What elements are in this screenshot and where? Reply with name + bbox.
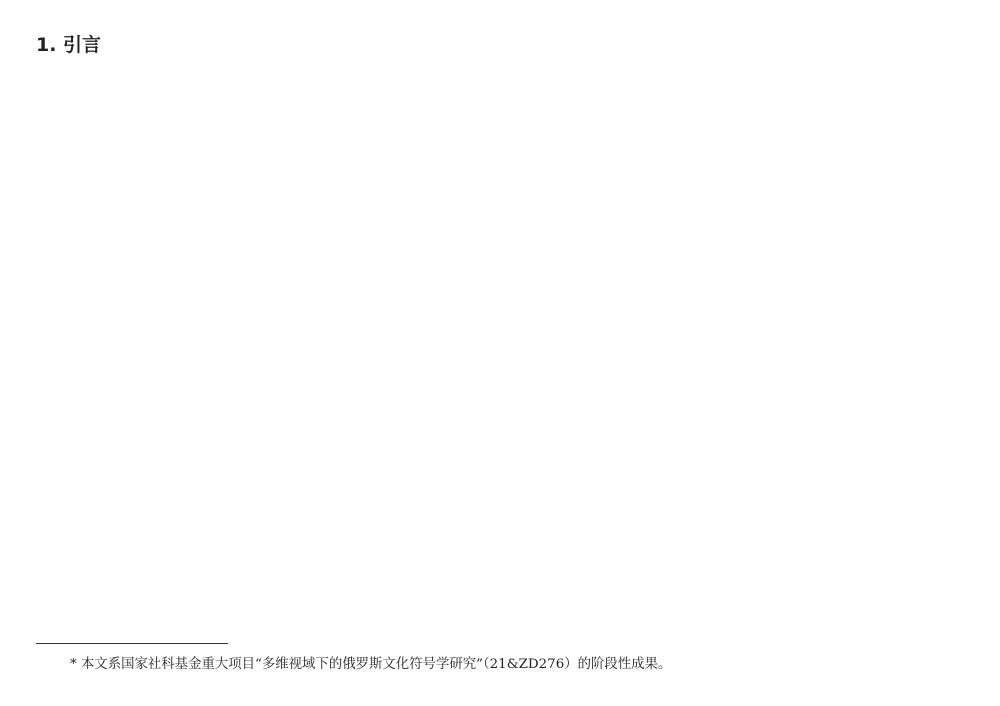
footnote: * 本文系国家社科基金重大项目“多维视域下的俄罗斯文化符号学研究”（21&ZD276）的阶段性成果。 — [70, 657, 672, 672]
section-heading: 1. 引言 — [36, 34, 102, 56]
footnote-rule — [36, 643, 228, 644]
